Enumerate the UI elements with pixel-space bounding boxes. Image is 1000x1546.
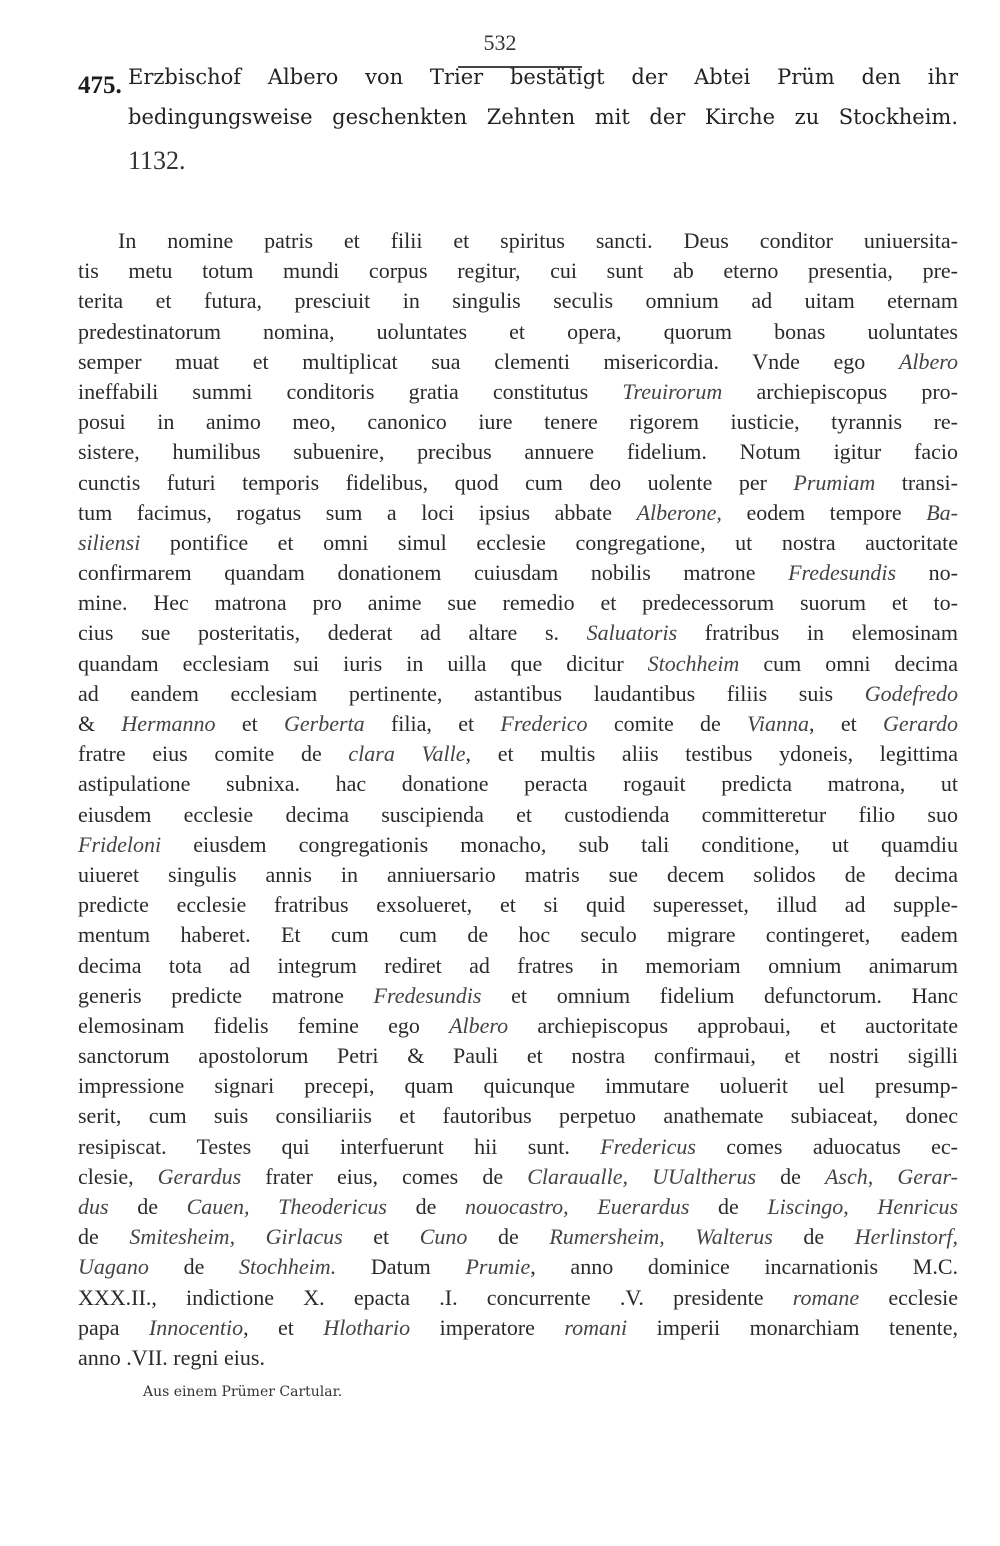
italic-name: Stochheim xyxy=(647,650,740,676)
text-segment: de xyxy=(772,1224,855,1250)
text-segment: de xyxy=(467,1224,550,1250)
text-segment: , et multis aliis testibus ydoneis, legittima xyxy=(465,741,958,767)
charter-text xyxy=(78,226,958,1373)
text-segment: mine. Hec matrona pro anime sue remedio et predecessorum suorum et to- xyxy=(78,590,958,616)
italic-name: Prumiam xyxy=(793,469,876,495)
text-segment: et omnium fidelium defunctorum. Hanc xyxy=(481,982,958,1008)
text-segment: terita et futura, presciuit in singulis seculis omnium ad uitam eternam xyxy=(78,288,958,314)
text-line xyxy=(78,256,958,286)
text-segment: papa xyxy=(78,1314,149,1340)
text-segment: cum omni decima xyxy=(739,650,958,676)
text-line xyxy=(78,468,958,498)
text-line xyxy=(78,709,958,739)
text-segment: sanctorum apostolorum Petri & Pauli et nostra confirmaui, et nostri sigilli xyxy=(78,1043,958,1069)
italic-name: Fredesundis xyxy=(788,560,897,586)
text-segment: semper muat et multiplicat sua clementi misericordia. Vnde ego xyxy=(78,348,899,374)
text-segment: generis predicte matrone xyxy=(78,982,374,1008)
text-segment: astipulatione subnixa. hac donatione peracta rogauit predicta matrona, ut xyxy=(78,771,958,797)
text-line xyxy=(78,1041,958,1071)
text-segment: , et xyxy=(243,1314,324,1340)
text-line xyxy=(78,1071,958,1101)
italic-name: Asch, Gerar- xyxy=(824,1163,958,1189)
text-segment: anno .VII. regni eius. xyxy=(78,1344,265,1370)
italic-name: romani xyxy=(564,1314,628,1340)
italic-name: Innocentio xyxy=(148,1314,244,1340)
text-segment: clesie, xyxy=(78,1163,158,1189)
text-line xyxy=(78,377,958,407)
text-segment: de xyxy=(148,1254,240,1280)
text-segment: no- xyxy=(896,560,959,586)
text-segment: pontifice et omni simul ecclesie congregatione, ut nostra auctoritate xyxy=(140,529,958,555)
text-line xyxy=(78,1192,958,1222)
text-segment: quandam ecclesiam sui iuris in uilla que dicitur xyxy=(78,650,648,676)
text-line xyxy=(78,1313,958,1343)
text-segment: de xyxy=(386,1194,465,1219)
italic-name: Gerberta xyxy=(284,711,365,736)
text-line xyxy=(78,769,958,799)
text-line xyxy=(78,649,958,679)
text-segment: archiepiscopus pro- xyxy=(722,378,958,404)
text-line xyxy=(78,1162,958,1192)
text-segment: XXX.II., indictione X. epacta .I. concurrente .V. presidente xyxy=(78,1284,793,1310)
text-line xyxy=(78,347,958,377)
italic-name: Gerardus xyxy=(157,1163,242,1189)
text-segment: , anno dominice incarnationis M.C. xyxy=(530,1254,958,1280)
text-line xyxy=(78,528,958,558)
italic-name: Cauen, Theodericus xyxy=(186,1194,387,1219)
text-segment: fratre eius comite de xyxy=(78,741,349,767)
document-number: 475. xyxy=(78,72,122,99)
italic-name: dus xyxy=(78,1194,109,1219)
text-line xyxy=(78,588,958,618)
text-segment: predicte ecclesie fratribus exsolueret, et si quid superesset, illud ad supple- xyxy=(78,892,958,918)
italic-name: nouocastro, Euerardus xyxy=(465,1194,690,1219)
text-segment: confirmarem quandam donationem cuiusdam nobilis matrone xyxy=(78,560,789,586)
text-segment: tis metu totum mundi corpus regitur, cui sunt ab eterno presentia, pre- xyxy=(78,258,958,284)
italic-name: Herlinstorf, xyxy=(854,1224,959,1250)
text-line xyxy=(78,286,958,316)
text-segment: imperatore xyxy=(410,1314,565,1340)
italic-name: Stochheim. xyxy=(239,1254,337,1280)
text-line xyxy=(78,1343,958,1373)
italic-name: Ba- xyxy=(926,499,958,525)
text-line xyxy=(78,951,958,981)
italic-name: Claraualle, UUaltherus xyxy=(527,1163,757,1189)
text-segment: & xyxy=(78,711,122,736)
text-segment: archiepiscopus approbaui, et auctoritate xyxy=(508,1012,958,1038)
italic-name: Hlothario xyxy=(323,1314,411,1340)
italic-name: Smitesheim, Girlacus xyxy=(129,1224,343,1250)
text-line xyxy=(78,1011,958,1041)
italic-name: Alberone, xyxy=(636,499,722,525)
text-segment: mentum haberet. Et cum cum de hoc seculo migrare contingeret, eadem xyxy=(78,922,958,948)
text-segment: posui in animo meo, canonico iure tenere rigorem iusticie, tyrannis re- xyxy=(78,409,958,435)
text-segment: serit, cum suis consiliariis et fautoribus perpetuo anathemate subiaceat, donec xyxy=(78,1103,958,1129)
text-segment: ineffabili summi conditoris gratia constitutus xyxy=(78,378,623,404)
text-segment: resipiscat. Testes qui interfuerunt hii sunt. xyxy=(78,1133,601,1159)
text-segment: ecclesie xyxy=(859,1284,959,1310)
italic-name: Fredesundis xyxy=(373,982,482,1008)
text-line xyxy=(78,437,958,467)
text-line xyxy=(78,1101,958,1131)
italic-name: Saluatoris xyxy=(586,620,678,646)
italic-name: Gerardo xyxy=(883,711,958,736)
text-segment: cunctis futuri temporis fidelibus, quod cum deo uolente per xyxy=(78,469,794,495)
text-line xyxy=(78,981,958,1011)
text-line xyxy=(78,860,958,890)
text-line xyxy=(78,890,958,920)
italic-name: Uagano xyxy=(78,1254,149,1280)
italic-name: Albero xyxy=(898,348,958,374)
text-segment: predestinatorum nomina, uoluntates et opera, quorum bonas uoluntates xyxy=(78,318,958,344)
text-segment: eiusdem ecclesie decima suscipienda et custodienda committeretur filio suo xyxy=(78,801,958,827)
italic-name: Hermanno xyxy=(121,711,216,736)
text-segment: comes aduocatus ec- xyxy=(695,1133,958,1159)
italic-name: romane xyxy=(792,1284,860,1310)
text-line xyxy=(78,498,958,528)
text-segment: de xyxy=(78,1224,130,1250)
text-line xyxy=(78,407,958,437)
heading-line-1: Erzbischof Albero von Trier bestätigt der Abtei Prüm den ihr xyxy=(128,65,958,89)
text-segment: In nomine patris et filii et spiritus sancti. Deus conditor uniuersita- xyxy=(118,228,958,253)
italic-name: Vianna xyxy=(747,711,810,736)
italic-name: Fredericus xyxy=(600,1133,696,1159)
text-segment: Datum xyxy=(336,1254,466,1280)
italic-name: Treuirorum xyxy=(622,378,723,404)
text-segment: ad eandem ecclesiam pertinente, astantibus laudantibus filiis suis xyxy=(78,680,865,706)
text-segment: et xyxy=(342,1224,420,1250)
text-segment: et xyxy=(215,711,285,736)
italic-name: Frideloni xyxy=(78,831,162,857)
text-segment: fratribus in elemosinam xyxy=(677,620,958,646)
heading-line-2: bedingungsweise geschenkten Zehnten mit der Kirche zu Stockheim. xyxy=(128,105,958,129)
text-line xyxy=(78,1283,958,1313)
text-segment: frater eius, comes de xyxy=(241,1163,528,1189)
text-line xyxy=(78,558,958,588)
italic-name: Liscingo, Henricus xyxy=(767,1194,959,1219)
page-number: 532 xyxy=(483,30,517,55)
source-note: Aus einem Prümer Cartular. xyxy=(143,1384,343,1400)
text-line xyxy=(78,739,958,769)
text-segment: de xyxy=(689,1194,768,1219)
text-line xyxy=(78,1132,958,1162)
text-segment: cius sue posteritatis, dederat ad altare s. xyxy=(78,620,587,646)
text-segment: comite de xyxy=(587,711,748,736)
text-segment: eiusdem congregationis monacho, sub tali conditione, ut quamdiu xyxy=(161,831,958,857)
text-line xyxy=(78,226,958,256)
text-segment: elemosinam fidelis femine ego xyxy=(78,1012,450,1038)
text-segment: uiueret singulis annis in anniuersario matris sue decem solidos de decima xyxy=(78,861,958,887)
text-line xyxy=(78,679,958,709)
italic-name: Frederico xyxy=(500,711,588,736)
text-line xyxy=(78,618,958,648)
italic-name: Cuno xyxy=(419,1224,468,1250)
document-year: 1132. xyxy=(128,146,186,175)
italic-name: Godefredo xyxy=(864,680,958,706)
text-segment: transi- xyxy=(875,469,958,495)
italic-name: Rumersheim, Walterus xyxy=(549,1224,773,1250)
italic-name: clara Valle xyxy=(348,741,466,767)
text-line xyxy=(78,800,958,830)
text-segment: , et xyxy=(809,711,883,736)
text-segment: decima tota ad integrum rediret ad fratres in memoriam omnium animarum xyxy=(78,952,958,978)
text-line xyxy=(78,317,958,347)
text-segment: de xyxy=(108,1194,187,1219)
text-line xyxy=(78,1222,958,1252)
text-segment: tum facimus, rogatus sum a loci ipsius abbate xyxy=(78,499,637,525)
text-segment: sistere, humilibus subuenire, precibus annuere fidelium. Notum igitur facio xyxy=(78,439,958,465)
text-segment: eodem tempore xyxy=(721,499,927,525)
text-segment: imperii monarchiam tenente, xyxy=(627,1314,958,1340)
text-segment: de xyxy=(756,1163,825,1189)
text-segment: impressione signari precepi, quam quicunque immutare uoluerit uel presump- xyxy=(78,1073,958,1099)
italic-name: Albero xyxy=(449,1012,509,1038)
italic-name: siliensi xyxy=(78,529,141,555)
text-line xyxy=(78,1252,958,1282)
text-segment: filia, et xyxy=(364,711,501,736)
text-line xyxy=(78,920,958,950)
text-line xyxy=(78,830,958,860)
italic-name: Prumie xyxy=(465,1254,531,1280)
